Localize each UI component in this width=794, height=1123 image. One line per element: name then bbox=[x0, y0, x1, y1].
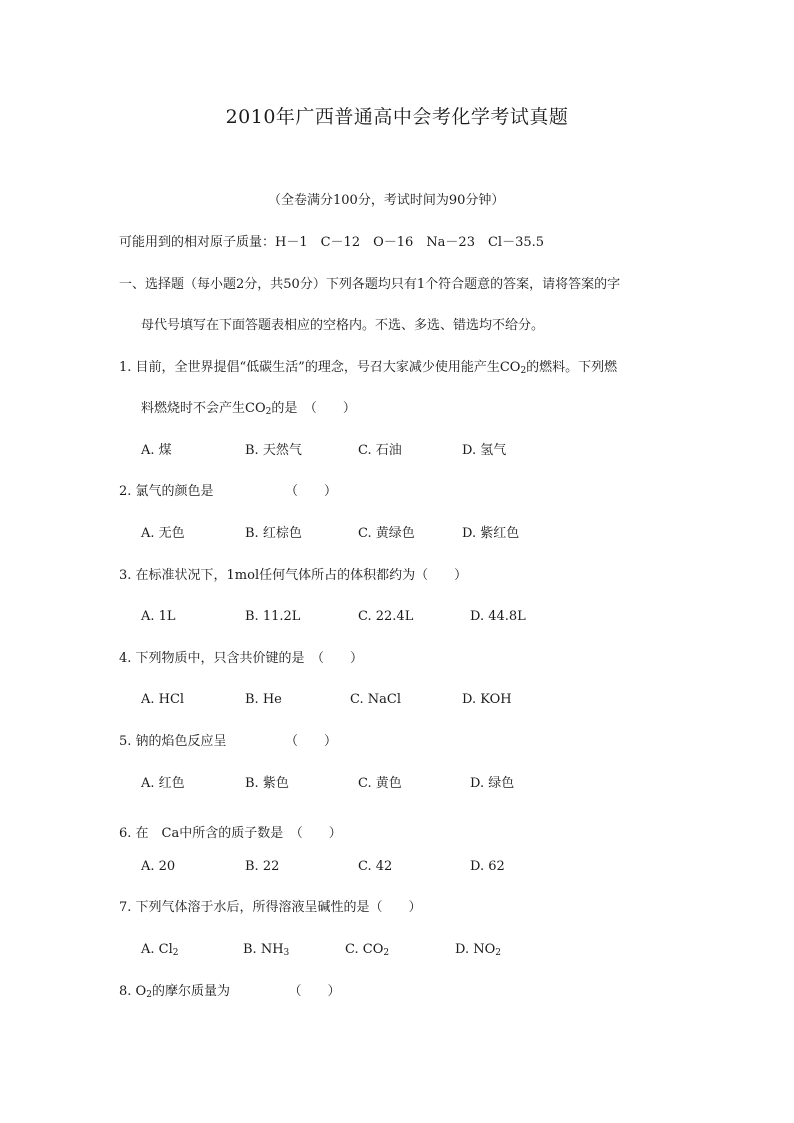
question-1-stem-line2: 料燃烧时不会产生$CO_2$的是 （ ） bbox=[141, 401, 356, 417]
question-7-option-c: C. $CO_2$ bbox=[345, 942, 390, 958]
question-1-option-c: C. 石油 bbox=[358, 443, 402, 458]
question-7-option-d: D. $NO_2$ bbox=[455, 942, 501, 958]
page-title: 2010年广西普通高中会考化学考试真题 bbox=[225, 106, 569, 128]
question-3-stem: 3. 在标准状况下，1mol任何气体所占的体积都约为（ ） bbox=[119, 568, 468, 583]
question-4-option-a: A. HCl bbox=[141, 692, 185, 707]
question-2-option-a: A. 无色 bbox=[141, 526, 185, 541]
question-5-option-a: A. 红色 bbox=[141, 776, 185, 791]
question-2-option-b: B. 红棕色 bbox=[245, 526, 302, 541]
exam-info: （全卷满分100分，考试时间为90分钟） bbox=[268, 193, 505, 208]
atomic-masses: 可能用到的相对原子质量：H－1 C－12 O－16 Na－23 Cl－35.5 bbox=[119, 235, 545, 250]
question-3-option-c: C. 22.4L bbox=[358, 609, 414, 624]
question-6-option-d: D. 62 bbox=[470, 859, 505, 874]
question-6-option-b: B. 22 bbox=[245, 859, 280, 874]
question-2-stem: 2. 氯气的颜色是 （ ） bbox=[119, 484, 338, 499]
section-heading-line1: 一、选择题（每小题2分，共50分）下列各题均只有1个符合题意的答案，请将答案的字 bbox=[119, 277, 621, 292]
question-5-stem: 5. 钠的焰色反应呈 （ ） bbox=[119, 734, 338, 749]
question-7-stem: 7. 下列气体溶于水后，所得溶液呈碱性的是（ ） bbox=[119, 900, 422, 915]
question-2-option-d: D. 紫红色 bbox=[462, 526, 520, 541]
question-5-option-c: C. 黄色 bbox=[358, 776, 402, 791]
question-7-option-b: B. $NH_3$ bbox=[243, 942, 290, 958]
question-4-stem: 4. 下列物质中，只含共价键的是 （ ） bbox=[119, 651, 364, 666]
question-8-stem: 8. $O_2$的摩尔质量为 （ ） bbox=[119, 984, 341, 1000]
question-1-option-d: D. 氢气 bbox=[462, 443, 507, 458]
question-6-stem: 6. 在 Ca中所含的质子数是 （ ） bbox=[119, 826, 342, 841]
question-1-option-a: A. 煤 bbox=[141, 443, 172, 458]
question-4-option-d: D. KOH bbox=[462, 692, 512, 707]
question-1-option-b: B. 天然气 bbox=[245, 443, 302, 458]
question-2-option-c: C. 黄绿色 bbox=[358, 526, 415, 541]
question-7-option-a: A. $Cl_2$ bbox=[141, 942, 179, 958]
question-5-option-b: B. 紫色 bbox=[245, 776, 289, 791]
question-1-stem-line1: 1. 目前，全世界提倡“低碳生活”的理念，号召大家减少使用能产生$CO_2$的燃料。下列燃 bbox=[119, 360, 618, 376]
question-4-option-c: C. NaCl bbox=[350, 692, 401, 707]
question-3-option-b: B. 11.2L bbox=[245, 609, 301, 624]
question-5-option-d: D. 绿色 bbox=[470, 776, 515, 791]
question-6-option-a: A. 20 bbox=[141, 859, 176, 874]
section-heading-line2: 母代号填写在下面答题表相应的空格内。不选、多选、错选均不给分。 bbox=[141, 318, 545, 333]
question-6-option-c: C. 42 bbox=[358, 859, 393, 874]
question-4-option-b: B. He bbox=[245, 692, 282, 707]
question-3-option-a: A. 1L bbox=[141, 609, 176, 624]
question-3-option-d: D. 44.8L bbox=[470, 609, 526, 624]
